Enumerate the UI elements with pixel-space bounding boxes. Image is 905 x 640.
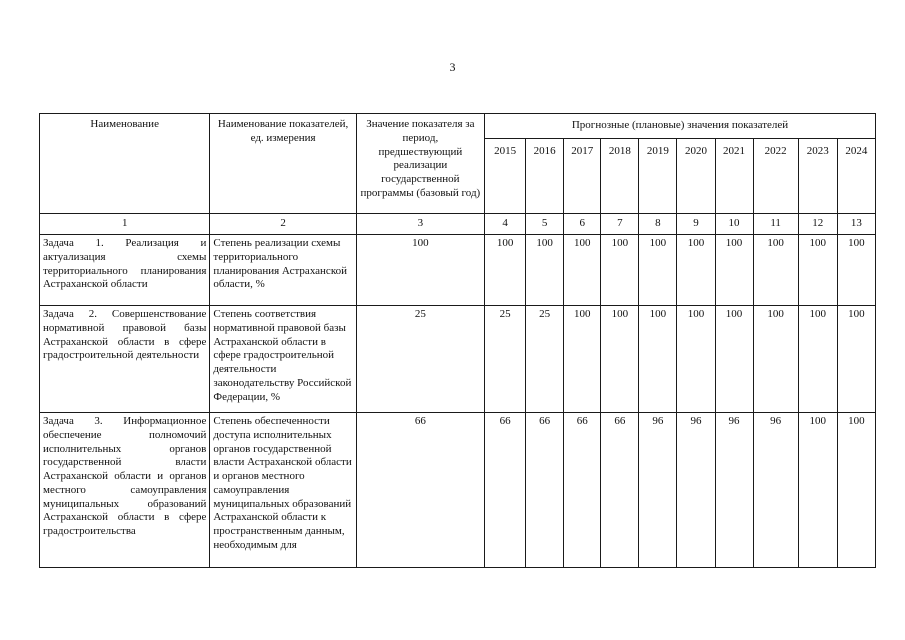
header-year: 2018: [601, 139, 639, 214]
forecast-value: 96: [715, 413, 753, 568]
base-value: 25: [356, 306, 484, 413]
forecast-value: 100: [677, 306, 715, 413]
forecast-value: 100: [526, 235, 564, 306]
column-number-row: [40, 214, 876, 235]
header-year: 2017: [564, 139, 601, 214]
forecast-value: 100: [601, 306, 639, 413]
header-indicator: Наименование показателей, ед. измерения: [210, 114, 356, 214]
header-row: [40, 114, 876, 139]
forecast-value: 25: [485, 306, 526, 413]
forecast-value: 100: [837, 235, 875, 306]
forecast-value: 66: [485, 413, 526, 568]
forecast-value: 100: [715, 235, 753, 306]
forecast-value: 100: [753, 306, 798, 413]
forecast-value: 100: [639, 306, 677, 413]
header-year: 2021: [715, 139, 753, 214]
column-number: 2: [210, 214, 356, 235]
column-number: 8: [639, 214, 677, 235]
task-name: Задача 1. Реализация и актуализация схемы территориального планирования Астраханской области: [40, 235, 210, 306]
header-year: 2020: [677, 139, 715, 214]
column-number: 7: [601, 214, 639, 235]
header-year: 2022: [753, 139, 798, 214]
forecast-value: 66: [564, 413, 601, 568]
column-number: 12: [798, 214, 837, 235]
header-name: Наименование: [40, 114, 210, 214]
forecast-value: 25: [526, 306, 564, 413]
forecast-value: 100: [601, 235, 639, 306]
forecast-value: 100: [798, 306, 837, 413]
indicator-name: Степень соответствия нормативной правовой базы Астраханской области в сфере градостроительной деятельности законодательству Российской Федерации, %: [210, 306, 356, 413]
forecast-value: 96: [753, 413, 798, 568]
column-number: 3: [356, 214, 484, 235]
base-value: 100: [356, 235, 484, 306]
column-number: 5: [526, 214, 564, 235]
forecast-value: 100: [677, 235, 715, 306]
table-row: [40, 413, 876, 568]
forecast-value: 100: [798, 235, 837, 306]
task-name: Задача 3. Информационное обеспечение полномочий исполнительных органов государственной власти Астраханской области и органов местного самоуправления муниципальных образований Астраханской области в сфере градостроительства: [40, 413, 210, 568]
forecast-value: 66: [526, 413, 564, 568]
column-number: 10: [715, 214, 753, 235]
indicator-name: Степень обеспеченности доступа исполнительных органов государственной власти Астраханской области и органов местного самоуправления муниципальных образований Астраханской области к пространственным данным, необходимым для: [210, 413, 356, 568]
column-number: 6: [564, 214, 601, 235]
page-number: 3: [449, 60, 456, 74]
forecast-value: 100: [715, 306, 753, 413]
column-number: 11: [753, 214, 798, 235]
forecast-value: 100: [798, 413, 837, 568]
forecast-value: 96: [639, 413, 677, 568]
header-year: 2019: [639, 139, 677, 214]
forecast-value: 100: [837, 306, 875, 413]
header-year: 2015: [485, 139, 526, 214]
header-year: 2023: [798, 139, 837, 214]
forecast-value: 100: [837, 413, 875, 568]
forecast-value: 66: [601, 413, 639, 568]
forecast-value: 100: [753, 235, 798, 306]
forecast-value: 100: [564, 306, 601, 413]
column-number: 4: [485, 214, 526, 235]
base-value: 66: [356, 413, 484, 568]
forecast-value: 100: [485, 235, 526, 306]
forecast-value: 96: [677, 413, 715, 568]
indicator-name: Степень реализации схемы территориального планирования Астраханской области, %: [210, 235, 356, 306]
column-number: 1: [40, 214, 210, 235]
header-year: 2024: [837, 139, 875, 214]
column-number: 13: [837, 214, 875, 235]
table-row: [40, 306, 876, 413]
table-row: [40, 235, 876, 306]
forecast-value: 100: [639, 235, 677, 306]
column-number: 9: [677, 214, 715, 235]
header-forecast: Прогнозные (плановые) значения показателей: [485, 114, 876, 139]
header-year: 2016: [526, 139, 564, 214]
header-base-value: Значение показателя за период, предшествующий реализации государственной программы (базовый год): [356, 114, 484, 214]
forecast-value: 100: [564, 235, 601, 306]
task-name: Задача 2. Совершенствование нормативной правовой базы Астраханской области в сфере градостроительной деятельности: [40, 306, 210, 413]
indicators-table: [39, 113, 876, 568]
